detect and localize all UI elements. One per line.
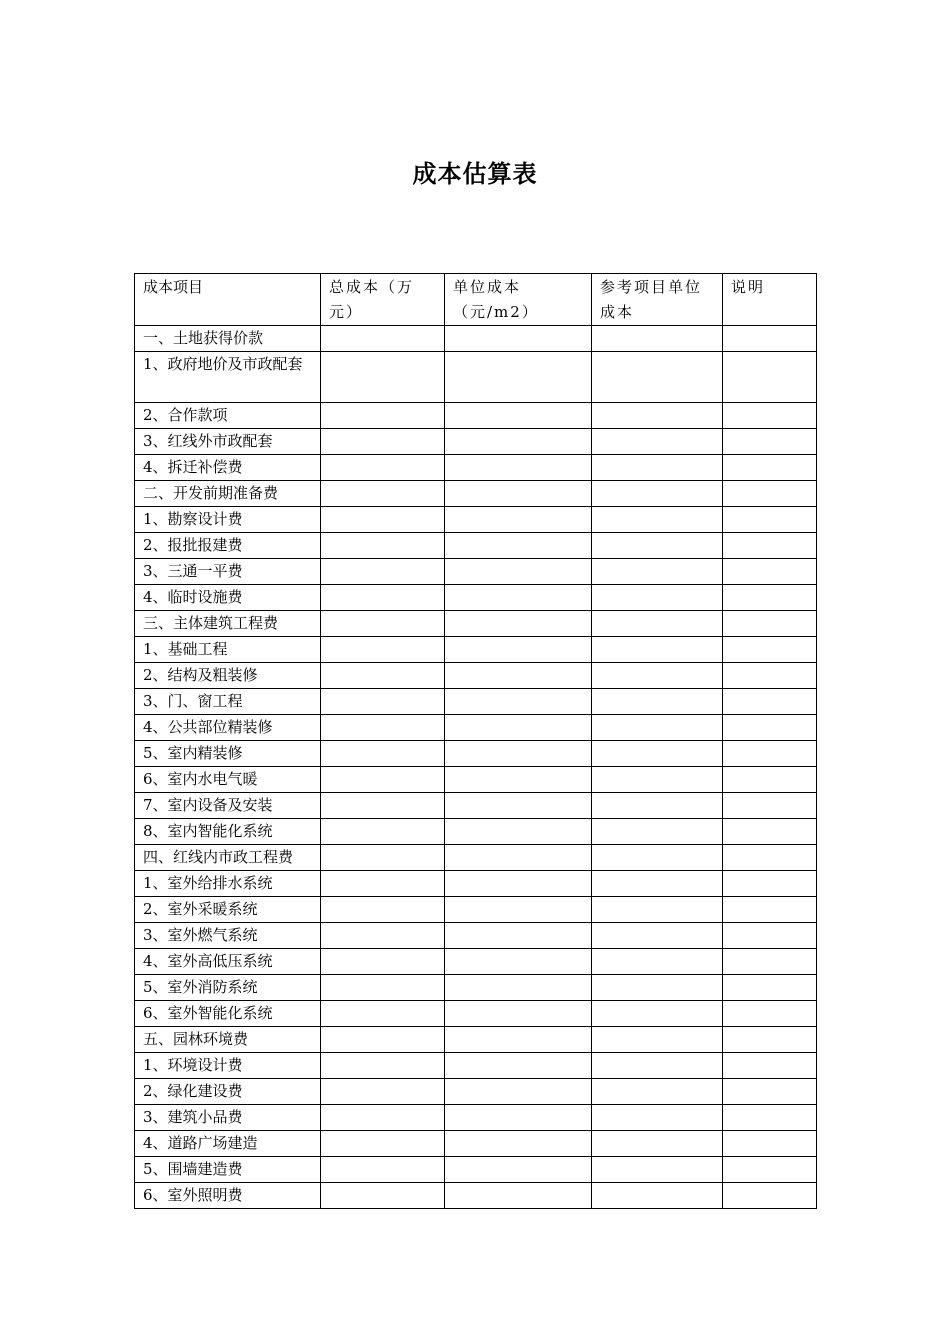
cell-unit-cost: [445, 455, 592, 481]
cell-total-cost: [321, 1105, 445, 1131]
cell-unit-cost: [445, 819, 592, 845]
cell-note: [723, 611, 817, 637]
cell-total-cost: [321, 897, 445, 923]
cell-total-cost: [321, 559, 445, 585]
cell-cost-item: 三、主体建筑工程费: [135, 611, 321, 637]
cell-total-cost: [321, 975, 445, 1001]
cell-note: [723, 663, 817, 689]
cell-note: [723, 533, 817, 559]
table-row: [135, 1079, 817, 1105]
table-row: [135, 897, 817, 923]
table-row: [135, 637, 817, 663]
table-row: [135, 507, 817, 533]
cell-reference-unit-cost: [592, 455, 723, 481]
cell-cost-item: 四、红线内市政工程费: [135, 845, 321, 871]
cell-reference-unit-cost: [592, 689, 723, 715]
cell-note: [723, 1157, 817, 1183]
cost-estimate-table: [134, 273, 817, 1209]
cell-reference-unit-cost: [592, 1105, 723, 1131]
cell-cost-item: 6、室外智能化系统: [135, 1001, 321, 1027]
table-row: [135, 741, 817, 767]
cell-unit-cost: [445, 429, 592, 455]
cell-note: [723, 507, 817, 533]
cell-cost-item: 3、红线外市政配套: [135, 429, 321, 455]
table-row: [135, 949, 817, 975]
table-row: [135, 585, 817, 611]
cell-reference-unit-cost: [592, 975, 723, 1001]
cell-cost-item: 一、土地获得价款: [135, 326, 321, 352]
cell-total-cost: [321, 923, 445, 949]
cell-unit-cost: [445, 559, 592, 585]
cell-reference-unit-cost: [592, 1053, 723, 1079]
header-cost-item: 成本项目: [135, 274, 321, 326]
cell-note: [723, 923, 817, 949]
cell-reference-unit-cost: [592, 1001, 723, 1027]
cell-unit-cost: [445, 1131, 592, 1157]
table-row: [135, 689, 817, 715]
cell-unit-cost: [445, 897, 592, 923]
table-row: [135, 1157, 817, 1183]
table-row: [135, 767, 817, 793]
cell-unit-cost: [445, 975, 592, 1001]
cell-unit-cost: [445, 923, 592, 949]
table-row: [135, 352, 817, 403]
cell-note: [723, 819, 817, 845]
cell-total-cost: [321, 715, 445, 741]
cell-note: [723, 897, 817, 923]
table-row: [135, 1183, 817, 1209]
table-row: [135, 793, 817, 819]
cell-total-cost: [321, 481, 445, 507]
cell-note: [723, 1001, 817, 1027]
cell-note: [723, 585, 817, 611]
cell-note: [723, 455, 817, 481]
cell-unit-cost: [445, 611, 592, 637]
cell-note: [723, 793, 817, 819]
cell-total-cost: [321, 871, 445, 897]
cell-reference-unit-cost: [592, 923, 723, 949]
cell-reference-unit-cost: [592, 559, 723, 585]
cell-note: [723, 637, 817, 663]
cell-unit-cost: [445, 533, 592, 559]
cell-reference-unit-cost: [592, 352, 723, 403]
cell-reference-unit-cost: [592, 1027, 723, 1053]
cell-unit-cost: [445, 1183, 592, 1209]
cell-cost-item: 3、室外燃气系统: [135, 923, 321, 949]
cell-note: [723, 871, 817, 897]
cell-reference-unit-cost: [592, 326, 723, 352]
table-row: [135, 845, 817, 871]
cell-reference-unit-cost: [592, 1183, 723, 1209]
cell-unit-cost: [445, 637, 592, 663]
cell-cost-item: 2、室外采暖系统: [135, 897, 321, 923]
cell-total-cost: [321, 949, 445, 975]
cell-note: [723, 975, 817, 1001]
cell-note: [723, 1053, 817, 1079]
cell-reference-unit-cost: [592, 897, 723, 923]
table-row: [135, 481, 817, 507]
cell-cost-item: 5、室外消防系统: [135, 975, 321, 1001]
cell-note: [723, 949, 817, 975]
table-row: [135, 559, 817, 585]
cell-reference-unit-cost: [592, 1131, 723, 1157]
cell-total-cost: [321, 1027, 445, 1053]
cell-reference-unit-cost: [592, 871, 723, 897]
table-row: [135, 975, 817, 1001]
cell-total-cost: [321, 1001, 445, 1027]
header-reference-unit-cost: 参考项目单位成本: [592, 274, 723, 326]
cell-cost-item: 7、室内设备及安装: [135, 793, 321, 819]
header-total-cost: 总成本（万元）: [321, 274, 445, 326]
cell-cost-item: 2、报批报建费: [135, 533, 321, 559]
cell-note: [723, 326, 817, 352]
cell-total-cost: [321, 741, 445, 767]
cell-cost-item: 1、基础工程: [135, 637, 321, 663]
cell-total-cost: [321, 689, 445, 715]
cell-total-cost: [321, 793, 445, 819]
cell-reference-unit-cost: [592, 585, 723, 611]
cell-cost-item: 5、围墙建造费: [135, 1157, 321, 1183]
cell-note: [723, 1079, 817, 1105]
cell-total-cost: [321, 611, 445, 637]
cell-note: [723, 1027, 817, 1053]
table-row: [135, 326, 817, 352]
table-row: [135, 611, 817, 637]
cell-total-cost: [321, 585, 445, 611]
cell-reference-unit-cost: [592, 429, 723, 455]
cell-reference-unit-cost: [592, 1079, 723, 1105]
cell-note: [723, 845, 817, 871]
cell-total-cost: [321, 819, 445, 845]
cell-cost-item: 2、结构及粗装修: [135, 663, 321, 689]
cell-unit-cost: [445, 741, 592, 767]
cell-note: [723, 559, 817, 585]
cell-cost-item: 2、合作款项: [135, 403, 321, 429]
cell-total-cost: [321, 326, 445, 352]
cell-reference-unit-cost: [592, 611, 723, 637]
cell-total-cost: [321, 1053, 445, 1079]
cell-note: [723, 741, 817, 767]
cell-unit-cost: [445, 689, 592, 715]
cell-unit-cost: [445, 481, 592, 507]
cell-unit-cost: [445, 1001, 592, 1027]
page-title: 成本估算表: [412, 160, 538, 188]
cell-reference-unit-cost: [592, 819, 723, 845]
cell-total-cost: [321, 507, 445, 533]
cell-unit-cost: [445, 845, 592, 871]
cell-note: [723, 715, 817, 741]
cell-reference-unit-cost: [592, 507, 723, 533]
cell-cost-item: 4、公共部位精装修: [135, 715, 321, 741]
cell-cost-item: 2、绿化建设费: [135, 1079, 321, 1105]
cell-cost-item: 3、门、窗工程: [135, 689, 321, 715]
cell-cost-item: 5、室内精装修: [135, 741, 321, 767]
table-row: [135, 871, 817, 897]
cell-total-cost: [321, 1157, 445, 1183]
cell-cost-item: 4、临时设施费: [135, 585, 321, 611]
cell-unit-cost: [445, 871, 592, 897]
cell-unit-cost: [445, 352, 592, 403]
cell-note: [723, 352, 817, 403]
cell-note: [723, 689, 817, 715]
table-row: [135, 819, 817, 845]
cell-unit-cost: [445, 585, 592, 611]
table-row: [135, 1027, 817, 1053]
cell-cost-item: 1、室外给排水系统: [135, 871, 321, 897]
cell-cost-item: 1、环境设计费: [135, 1053, 321, 1079]
cell-cost-item: 8、室内智能化系统: [135, 819, 321, 845]
cell-total-cost: [321, 429, 445, 455]
table-header-row: [135, 274, 817, 326]
cell-reference-unit-cost: [592, 403, 723, 429]
cell-reference-unit-cost: [592, 637, 723, 663]
cell-reference-unit-cost: [592, 715, 723, 741]
header-unit-cost: 单位成本（元/m2）: [445, 274, 592, 326]
cell-note: [723, 429, 817, 455]
table-row: [135, 429, 817, 455]
table-row: [135, 1105, 817, 1131]
cell-unit-cost: [445, 1053, 592, 1079]
table-row: [135, 403, 817, 429]
cell-unit-cost: [445, 1027, 592, 1053]
cell-unit-cost: [445, 1079, 592, 1105]
cell-cost-item: 五、园林环境费: [135, 1027, 321, 1053]
cell-unit-cost: [445, 1105, 592, 1131]
table-row: [135, 715, 817, 741]
cell-reference-unit-cost: [592, 767, 723, 793]
cell-total-cost: [321, 1183, 445, 1209]
cell-note: [723, 767, 817, 793]
cell-note: [723, 1105, 817, 1131]
cell-unit-cost: [445, 793, 592, 819]
cell-total-cost: [321, 1131, 445, 1157]
cell-cost-item: 6、室外照明费: [135, 1183, 321, 1209]
cell-note: [723, 1131, 817, 1157]
cell-unit-cost: [445, 949, 592, 975]
cell-cost-item: 4、室外高低压系统: [135, 949, 321, 975]
cell-total-cost: [321, 1079, 445, 1105]
cell-total-cost: [321, 403, 445, 429]
cell-note: [723, 1183, 817, 1209]
cell-total-cost: [321, 455, 445, 481]
cell-cost-item: 3、三通一平费: [135, 559, 321, 585]
cell-reference-unit-cost: [592, 533, 723, 559]
table-row: [135, 663, 817, 689]
table-row: [135, 455, 817, 481]
cell-total-cost: [321, 767, 445, 793]
cell-unit-cost: [445, 403, 592, 429]
cell-unit-cost: [445, 715, 592, 741]
cell-cost-item: 4、拆迁补偿费: [135, 455, 321, 481]
cell-reference-unit-cost: [592, 1157, 723, 1183]
cell-cost-item: 6、室内水电气暖: [135, 767, 321, 793]
cell-note: [723, 403, 817, 429]
table-row: [135, 1131, 817, 1157]
cell-note: [723, 481, 817, 507]
cell-reference-unit-cost: [592, 845, 723, 871]
cell-reference-unit-cost: [592, 793, 723, 819]
cell-cost-item: 二、开发前期准备费: [135, 481, 321, 507]
header-note: 说明: [723, 274, 817, 326]
cell-unit-cost: [445, 767, 592, 793]
cell-reference-unit-cost: [592, 481, 723, 507]
cell-total-cost: [321, 352, 445, 403]
cell-unit-cost: [445, 663, 592, 689]
cell-unit-cost: [445, 507, 592, 533]
cell-reference-unit-cost: [592, 663, 723, 689]
table-row: [135, 1053, 817, 1079]
cell-total-cost: [321, 533, 445, 559]
cell-unit-cost: [445, 1157, 592, 1183]
cell-reference-unit-cost: [592, 949, 723, 975]
cell-cost-item: 1、勘察设计费: [135, 507, 321, 533]
cell-cost-item: 1、政府地价及市政配套: [135, 352, 321, 403]
cell-cost-item: 3、建筑小品费: [135, 1105, 321, 1131]
cell-cost-item: 4、道路广场建造: [135, 1131, 321, 1157]
cell-total-cost: [321, 663, 445, 689]
table-row: [135, 923, 817, 949]
table-row: [135, 1001, 817, 1027]
cell-unit-cost: [445, 326, 592, 352]
cell-total-cost: [321, 637, 445, 663]
table-row: [135, 533, 817, 559]
cell-total-cost: [321, 845, 445, 871]
cell-reference-unit-cost: [592, 741, 723, 767]
